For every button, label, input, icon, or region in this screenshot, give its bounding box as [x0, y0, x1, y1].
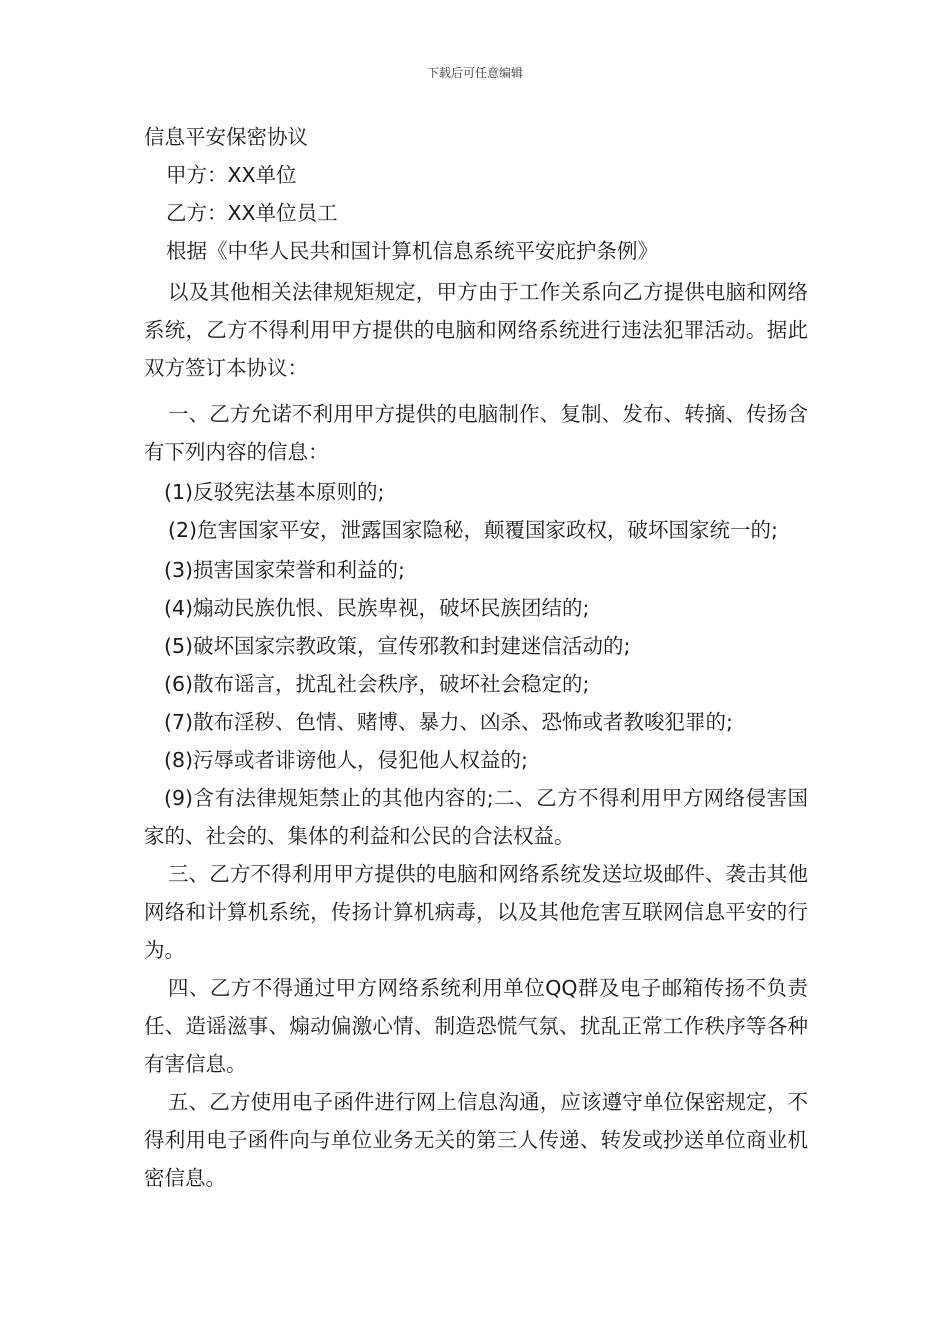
list-item: (8)污辱或者诽谤他人，侵犯他人权益的;: [164, 748, 528, 772]
list-item: (3)损害国家荣誉和利益的;: [164, 558, 405, 582]
clause-5: 五、乙方使用电子函件进行网上信息沟通，应该遵守单位保密规定，不得利用电子函件向与单位业务无关的第三人传递、转发或抄送单位商业机密信息。: [144, 1090, 808, 1190]
list-item: (6)散布谣言，扰乱社会秩序，破坏社会稳定的;: [164, 672, 590, 696]
list-item: (7)散布淫秽、色情、赌博、暴力、凶杀、恐怖或者教唆犯罪的;: [164, 710, 733, 734]
clause-1: 一、乙方允诺不利用甲方提供的电脑制作、复制、发布、转摘、传扬含有下列内容的信息：: [144, 402, 808, 464]
list-item: (9)含有法律规矩禁止的其他内容的;二、乙方不得利用甲方网络侵害国家的、社会的、集体的利益和公民的合法权益。: [144, 786, 808, 848]
list-item: (5)破坏国家宗教政策，宣传邪教和封建迷信活动的;: [164, 634, 631, 658]
document-title: 信息平安保密协议: [144, 125, 308, 149]
clause-3: 三、乙方不得利用甲方提供的电脑和网络系统发送垃圾邮件、袭击其他网络和计算机系统，传扬计算机病毒，以及其他危害互联网信息平安的行为。: [144, 862, 808, 962]
clause-4: 四、乙方不得通过甲方网络系统利用单位QQ群及电子邮箱传扬不负责任、造谣滋事、煽动偏激心情、制造恐慌气氛、扰乱正常工作秩序等各种有害信息。: [144, 976, 808, 1076]
party-a: 甲方：XX单位: [166, 163, 297, 187]
list-item: (1)反驳宪法基本原则的;: [164, 480, 385, 504]
list-item: (2)危害国家平安，泄露国家隐秘，颠覆国家政权，破坏国家统一的;: [168, 518, 778, 542]
list-item: (4)煽动民族仇恨、民族卑视，破坏民族团结的;: [164, 596, 590, 620]
legal-basis: 根据《中华人民共和国计算机信息系统平安庇护条例》: [166, 239, 658, 263]
page-header-note: 下载后可任意编辑: [426, 66, 523, 80]
intro-paragraph: 以及其他相关法律规矩规定，甲方由于工作关系向乙方提供电脑和网络系统，乙方不得利用甲方提供的电脑和网络系统进行违法犯罪活动。据此双方签订本协议：: [144, 280, 808, 380]
document-body: [144, 118, 808, 1197]
party-b: 乙方：XX单位员工: [166, 201, 338, 225]
